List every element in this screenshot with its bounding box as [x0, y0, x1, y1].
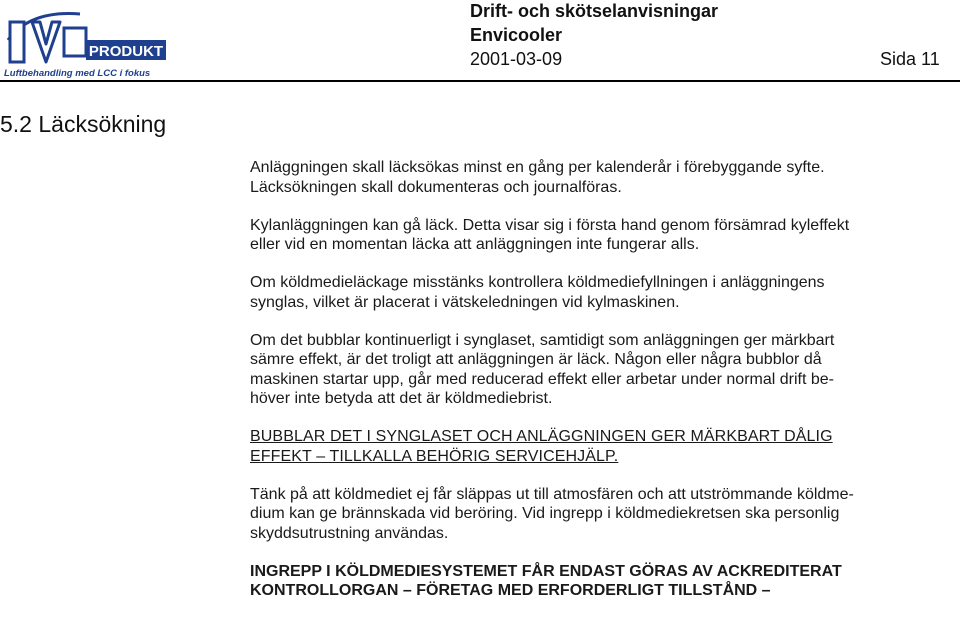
- text-line: Läcksökningen skall dokumenteras och journalföras.: [250, 178, 622, 196]
- document-subtitle: Envicooler: [470, 25, 563, 45]
- paragraph-1: [250, 158, 950, 197]
- text-line: EFFEKT – TILLKALLA BEHÖRIG SERVICEHJÄLP.: [250, 447, 619, 465]
- iv-produkt-logo-icon: [0, 0, 170, 86]
- document-body: [250, 158, 950, 619]
- company-logo: [0, 0, 170, 86]
- text-line: Anläggningen skall läcksökas minst en gång per kalenderår i förebyggande syfte.: [250, 159, 825, 176]
- paragraph-3: [250, 273, 950, 312]
- warning-paragraph: [250, 427, 950, 466]
- text-line: Tänk på att köldmediet ej får släppas ut till atmosfären och att utströmmande köldme-: [250, 485, 854, 503]
- paragraph-4: [250, 331, 950, 409]
- text-line: skyddsutrustning användas.: [250, 524, 449, 542]
- header-rule: [0, 80, 960, 82]
- bold-warning-paragraph: [250, 562, 950, 601]
- text-line: synglas, vilket är placerat i vätskeledningen vid kylmaskinen.: [250, 293, 680, 311]
- text-line: Om köldmedieläckage misstänks kontrollera köldmediefyllningen i anläggningens: [250, 274, 825, 291]
- text-line: höver inte betyda att det är köldmediebrist.: [250, 390, 553, 407]
- section-title: 5.2 Läcksökning: [0, 111, 167, 137]
- text-line: BUBBLAR DET I SYNGLASET OCH ANLÄGGNINGEN GER MÄRKBART DÅLIG: [250, 428, 833, 445]
- page-number: Sida 11: [880, 49, 940, 69]
- text-line: dium kan ge brännskada vid beröring. Vid ingrepp i köldmediekretsen ska personlig: [250, 505, 840, 522]
- text-line: eller vid en momentan läcka att anläggningen inte fungerar alls.: [250, 236, 700, 253]
- document-title: Drift- och skötselanvisningar: [470, 1, 719, 21]
- logo-wordmark: PRODUKT: [88, 43, 164, 60]
- document-date: 2001-03-09: [470, 49, 563, 69]
- logo-tagline: Luftbehandling med LCC i fokus: [4, 68, 151, 79]
- paragraph-6: [250, 485, 950, 544]
- text-line: maskinen startar upp, går med reducerad effekt eller arbetar under normal drift be-: [250, 370, 834, 388]
- text-line: Om det bubblar kontinuerligt i synglaset, samtidigt som anläggningen ger märkbart: [250, 331, 835, 349]
- text-line: Kylanläggningen kan gå läck. Detta visar sig i första hand genom försämrad kyleffekt: [250, 216, 850, 234]
- text-line: sämre effekt, är det troligt att anläggningen är läck. Någon eller några bubblor då: [250, 351, 822, 368]
- text-line: KONTROLLORGAN – FÖRETAG MED ERFORDERLIGT TILLSTÅND –: [250, 582, 771, 599]
- text-line: INGREPP I KÖLDMEDIESYSTEMET FÅR ENDAST GÖRAS AV ACKREDITERAT: [250, 562, 842, 580]
- paragraph-2: [250, 216, 950, 255]
